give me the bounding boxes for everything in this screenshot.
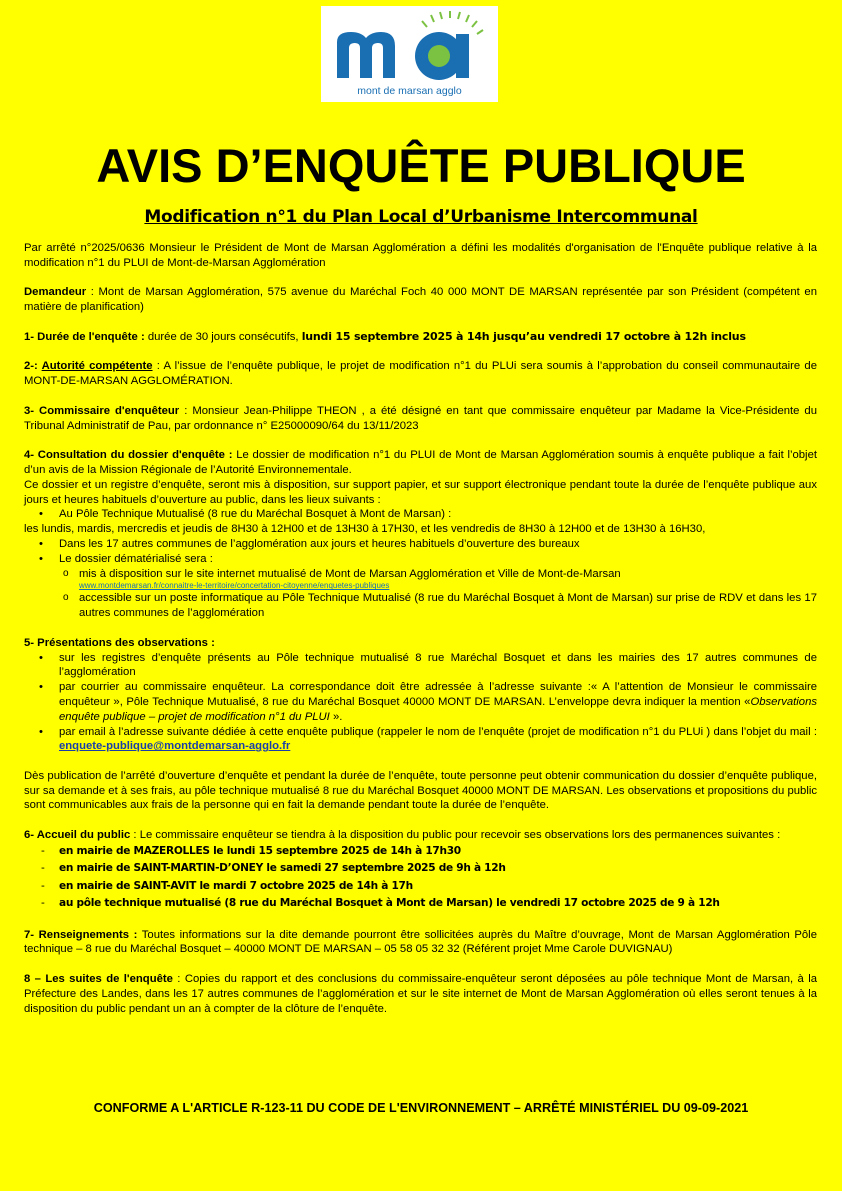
section-reception (24, 828, 817, 843)
website-link[interactable]: www.montdemarsan.fr/connaitre-le-territoire/concertation-citoyenne/enquetes-publiques (79, 581, 390, 591)
section-consultation-label: 4- Consultation du dossier d'enquête : (24, 449, 233, 462)
email-link[interactable]: enquete-publique@montdemarsan-agglo.fr (59, 740, 291, 753)
section-reception-label: 6- Accueil du public (24, 829, 131, 842)
observation-item-mail-end: ». (329, 710, 343, 723)
logo-text: mont de marsan agglo (357, 85, 462, 97)
legal-footer: CONFORME A L'ARTICLE R-123-11 DU CODE DE L'ENVIRONNEMENT – ARRÊTÉ MINISTÉRIEL DU 09-09-2021 (93, 1101, 749, 1115)
observation-item-mail-text: par courrier au commissaire enquêteur. La correspondance doit être adressée à l’adresse suivante :« A l’attention de Monsieur le commissaire enquêteur », Pôle Technique Mutualisé, 8 rue du Maréchal Bosquet 40000 MONT DE MARSAN. L’enveloppe devra indiquer la mention « (59, 681, 817, 708)
section-consultation-text1: Le dossier de modification n°1 du PLUI de Mont de Marsan Agglomération soumis à enquête publique a fait l’objet d’un avis de la Mission Régionale de l’Autorité Environnementale. (24, 449, 817, 476)
consultation-item-pole: • Au Pôle Technique Mutualisé (8 rue du Maréchal Bosquet à Mont de Marsan) : (59, 507, 817, 522)
section-information (24, 928, 817, 958)
intro-paragraph: Par arrêté n°2025/0636 Monsieur le Président de Mont de Marsan Agglomération a défini les modalités d'organisation de l'Enquête publique relative à la modification n°1 du PLUI de Mont-de-Marsan Agglomération (24, 242, 817, 269)
logo (321, 6, 498, 102)
section-followup-text: : Copies du rapport et des conclusions du commissaire-enquêteur seront déposées au pôle technique Mont de Marsan, à la Préfecture des Landes, dans les 17 autres communes de l’agglomération et sur le site internet de Mont de Marsan Agglomération où elles seront tenues à la disposition du public pendant un an à compter de la clôture de l’enquête. (24, 973, 817, 1015)
section-duration-text: durée de 30 jours consécutifs, (144, 330, 302, 343)
section-duration-label: 1- Durée de l'enquête : (24, 330, 145, 343)
logo-rays (422, 11, 483, 34)
section-information-label: 7- Renseignements : (24, 928, 138, 941)
section-followup (24, 972, 817, 1016)
digital-sublist (59, 567, 817, 621)
section-duration-dates: lundi 15 septembre 2025 à 14h jusqu’au vendredi 17 octobre à 12h inclus (301, 329, 746, 343)
section-commissioner-label: 3- Commissaire d'enquêteur (24, 404, 180, 417)
consultation-hours: les lundis, mardis, mercredis et jeudis de 8H30 à 12H00 et de 13H30 à 17H30, et les vendredis de 8H30 à 12H00 et de 13H30 à 16H30, (24, 523, 706, 536)
section-followup-label: 8 – Les suites de l'enquête (24, 973, 173, 986)
consultation-item-digital-label: Le dossier dématérialisé sera : (59, 552, 213, 565)
section-reception-text: : Le commissaire enquêteur se tiendra à la disposition du public pour recevoir ses observations lors des permanences suivantes : (130, 829, 781, 842)
page-title: AVIS D’ENQUÊTE PUBLIQUE (96, 139, 746, 192)
publication-paragraph: Dès publication de l’arrêté d’ouverture d’enquête et pendant la durée de l’enquête, toute personne peut obtenir communication du dossier d’enquête publique, sur sa demande et à ses frais, au pôle technique mutualisé 8 rue du Maréchal Bosquet 40000 MONT DE MARSAN. Les observations et propositions du public sont communicables aux frais de la personne qui en fait la demande pendant toute la durée de l’enquête. (24, 769, 817, 812)
permanence-item: - en mairie de SAINT-AVIT le mardi 7 octobre 2025 de 14h à 17h (59, 878, 817, 896)
consultation-item-communes: • Dans les 17 autres communes de l’agglomération aux jours et heures habituels d’ouverture des bureaux (59, 537, 817, 552)
section-information-text: Toutes informations sur la dite demande pourront être sollicitées auprès du Maître d’ouvrage, Mont de Marsan Agglomération Pôle technique – 8 rue du Maréchal Bosquet – 40000 MONT DE MARSAN – 05 58 05 32 32 (Référent projet Mme Carole DUVIGNAU) (24, 928, 817, 956)
consultation-list-2 (24, 537, 817, 621)
notice-body (24, 241, 817, 1016)
observation-item-registers: • sur les registres d’enquête présents au Pôle technique mutualisé 8 rue Maréchal Bosquet et dans les mairies des 17 autres communes de l’agglomération (59, 651, 817, 681)
section-consultation (24, 448, 817, 478)
permanence-item: - au pôle technique mutualisé (8 rue du Maréchal Bosquet à Mont de Marsan) le vendredi 17 octobre 2025 de 9 à 12h (59, 895, 817, 913)
observation-item-mail-mention: Observations enquête publique – projet de modification n°1 du PLUI (59, 695, 817, 723)
logo-letter-m (337, 32, 395, 78)
consultation-item-digital (59, 552, 817, 621)
section-commissioner-text: : Monsieur Jean-Philippe THEON , a été désigné en tant que commissaire enquêteur par Madame la Vice-Présidente du Tribunal Administratif de Pau, par ordonnance n° E25000090/64 du 13/11/2023 (24, 404, 817, 432)
section-authority-label: Autorité compétente (41, 360, 153, 373)
digital-subitem-website-text: mis à disposition sur le site internet mutualisé de Mont de Marsan Agglomération et Ville de Mont-de-Marsan (79, 567, 621, 580)
demandeur-label: Demandeur (24, 286, 87, 299)
section-observations-label: 5- Présentations des observations : (24, 636, 215, 649)
section-observations (24, 636, 817, 651)
section-authority-prefix: 2-: (24, 360, 42, 373)
consultation-list (24, 507, 817, 522)
observations-list (24, 651, 817, 755)
section-consultation-text2: Ce dossier et un registre d’enquête, seront mis à disposition, sur support papier, et sur support électronique pendant toute la durée de l’enquête publique aux jours et heures habituels d’ouverture au public, dans les lieux suivants : (24, 478, 817, 506)
permanence-item: - en mairie de SAINT-MARTIN-D’ONEY le samedi 27 septembre 2025 de 9h à 12h (59, 860, 817, 878)
digital-subitem-computer: o accessible sur un poste informatique au Pôle Technique Mutualisé (8 rue du Maréchal Bosquet à Mont de Marsan) sur prise de RDV et dans les 17 autres communes de l’agglomération (79, 591, 817, 621)
section-authority (24, 359, 817, 389)
permanences-list (24, 843, 817, 913)
section-authority-text: : A l’issue de l’enquête publique, le projet de modification n°1 du PLUi sera soumis à l’approbation du conseil communautaire de MONT-DE-MARSAN AGGLOMÉRATION. (24, 360, 817, 388)
observation-item-email (59, 725, 817, 755)
section-commissioner (24, 404, 817, 434)
observation-item-email-text: par email à l’adresse suivante dédiée à cette enquête publique (rappeler le nom de l’enquête (projet de modification n°1 du PLUi ) dans l’objet du mail : (59, 725, 817, 738)
permanence-item: - en mairie de MAZEROLLES le lundi 15 septembre 2025 de 14h à 17h30 (59, 843, 817, 861)
digital-subitem-website (79, 567, 817, 592)
section-duration (24, 330, 817, 345)
observation-item-mail (59, 680, 817, 724)
page-subtitle: Modification n°1 du Plan Local d’Urbanisme Intercommunal (144, 207, 698, 227)
demandeur-text: : Mont de Marsan Agglomération, 575 avenue du Maréchal Foch 40 000 MONT DE MARSAN représentée par son Président (compétent en matière de planification) (24, 286, 817, 314)
demandeur-paragraph (24, 285, 817, 315)
